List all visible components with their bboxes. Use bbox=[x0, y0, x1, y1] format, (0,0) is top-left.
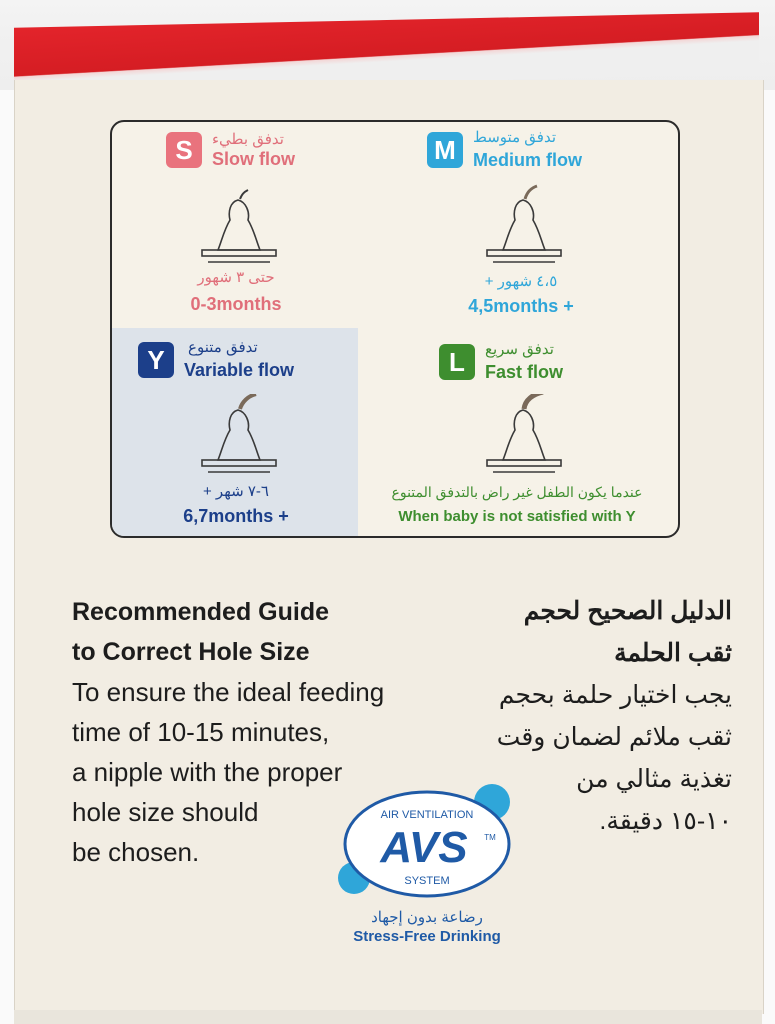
fast-flow-section bbox=[391, 328, 680, 534]
guide-body-line: To ensure the ideal feeding bbox=[72, 677, 385, 707]
avs-wordmark: AVS bbox=[380, 823, 468, 872]
nipple-icon bbox=[479, 184, 569, 274]
variable-flow-age-arabic: ٦-٧ شهر + bbox=[203, 483, 269, 500]
guide-arabic-title-line2: ثقب الحلمة bbox=[614, 639, 732, 667]
medium-flow-age-arabic: ٤،٥ شهور + bbox=[484, 273, 558, 290]
variable-flow-age: 6,7months + bbox=[183, 506, 289, 526]
avs-logo-graphic bbox=[332, 780, 522, 910]
guide-body-line: hole size should bbox=[72, 797, 259, 827]
guide-arabic-body-line: ١٠-١٥ دقيقة. bbox=[599, 807, 732, 835]
avs-tm: TM bbox=[484, 833, 496, 842]
avs-arabic-tagline: رضاعة بدون إجهاد bbox=[371, 909, 483, 926]
guide-title-line1: Recommended Guide bbox=[72, 598, 329, 626]
slow-flow-age-arabic: حتى ٣ شهور bbox=[197, 269, 275, 286]
avs-tagline: Stress-Free Drinking bbox=[353, 928, 501, 945]
medium-flow-label: Medium flow bbox=[473, 150, 582, 170]
guide-body-line: a nipple with the proper bbox=[72, 757, 343, 787]
variable-flow-label: Variable flow bbox=[184, 360, 295, 380]
avs-top-text: AIR VENTILATION bbox=[380, 809, 474, 821]
fast-flow-note: When baby is not satisfied with Y bbox=[398, 508, 636, 525]
medium-flow-arabic: تدفق متوسط bbox=[473, 129, 557, 146]
avs-logo bbox=[332, 780, 522, 970]
slow-flow-age: 0-3months bbox=[190, 294, 282, 314]
box-bottom-edge bbox=[14, 1010, 762, 1024]
guide-title-line2: to Correct Hole Size bbox=[72, 638, 310, 666]
slow-flow-arabic: تدفق بطيء bbox=[212, 131, 284, 148]
slow-flow-badge: S bbox=[166, 132, 202, 168]
guide-body-line: time of 10-15 minutes, bbox=[72, 717, 330, 747]
variable-flow-arabic: تدفق متنوع bbox=[188, 339, 258, 356]
nipple-icon bbox=[194, 184, 284, 274]
flow-chart-panel bbox=[110, 120, 680, 538]
guide-body-line: be chosen. bbox=[72, 837, 200, 867]
slow-flow-label: Slow flow bbox=[212, 149, 295, 169]
guide-arabic-body-line: تغذية مثالي من bbox=[576, 765, 732, 793]
fast-flow-arabic: تدفق سريع bbox=[485, 341, 554, 358]
slow-flow-section bbox=[112, 122, 397, 328]
medium-flow-age: 4,5months + bbox=[468, 296, 574, 316]
avs-system-text: SYSTEM bbox=[404, 875, 450, 887]
fast-flow-badge: L bbox=[439, 344, 475, 380]
medium-flow-badge: M bbox=[427, 132, 463, 168]
fast-flow-note-arabic: عندما يكون الطفل غير راض بالتدفق المتنوع bbox=[391, 484, 643, 500]
nipple-icon bbox=[479, 394, 569, 484]
nipple-icon bbox=[194, 394, 284, 484]
guide-arabic-body-line: يجب اختيار حلمة بحجم bbox=[498, 681, 732, 709]
medium-flow-section bbox=[397, 122, 680, 328]
guide-arabic-title-line1: الدليل الصحيح لحجم bbox=[523, 597, 732, 625]
fast-flow-label: Fast flow bbox=[485, 362, 564, 382]
variable-flow-badge: Y bbox=[138, 342, 174, 378]
guide-arabic-body-line: ثقب ملائم لضمان وقت bbox=[496, 723, 732, 751]
variable-flow-section bbox=[112, 328, 397, 534]
